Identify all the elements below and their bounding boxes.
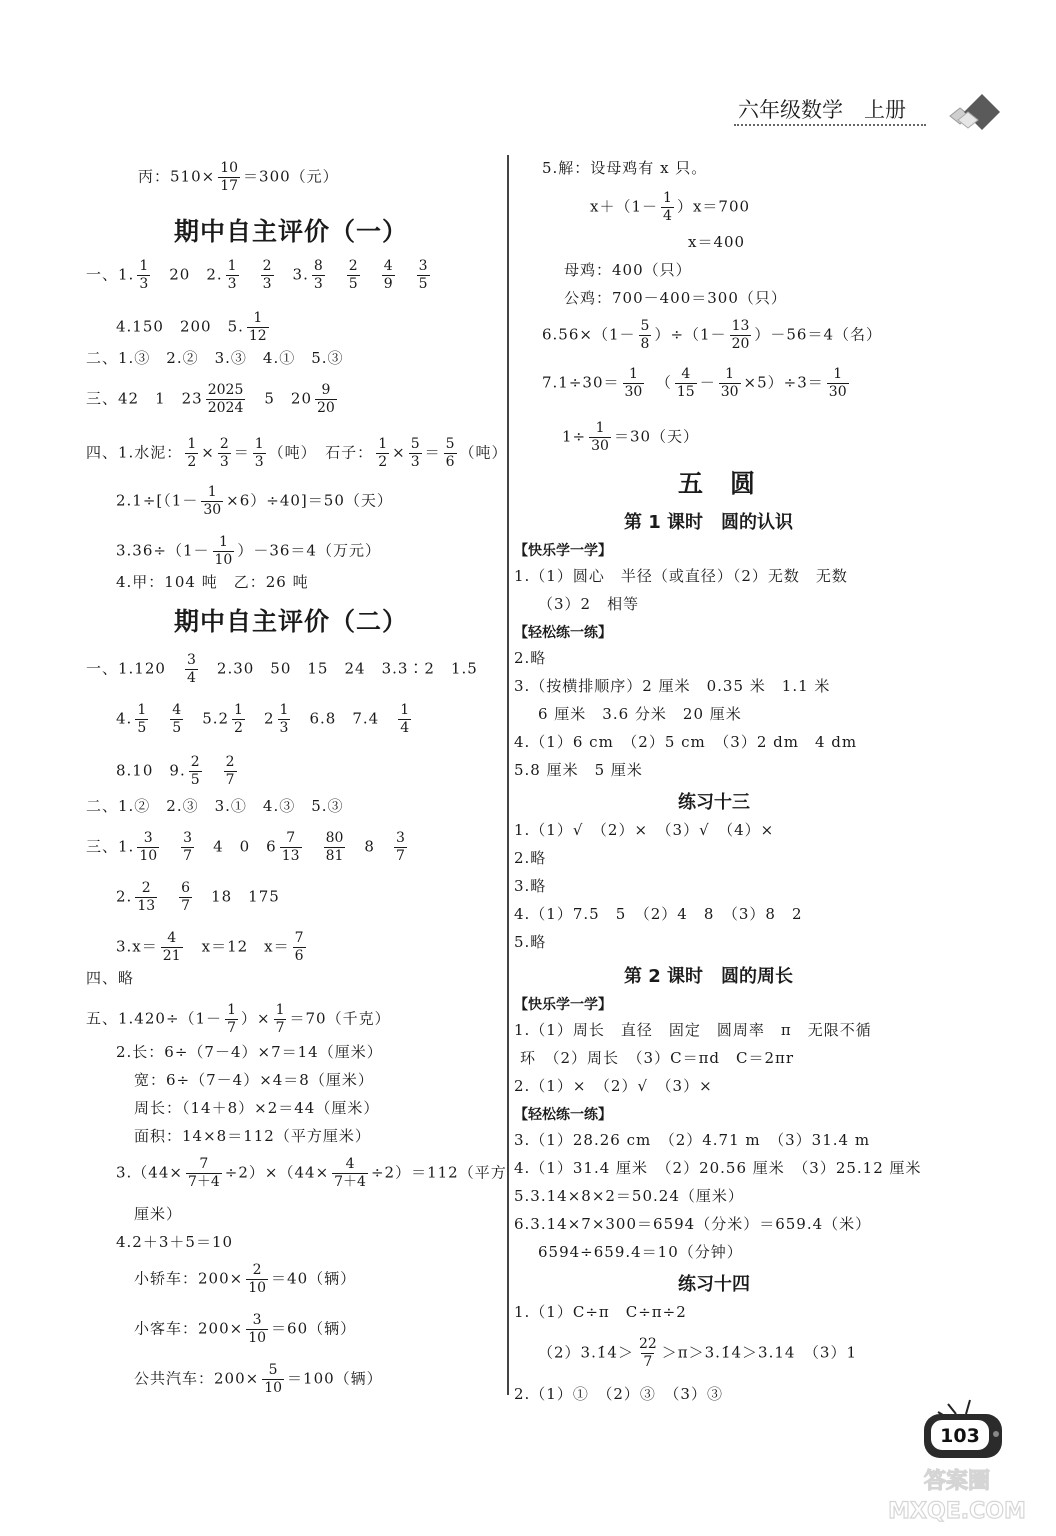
subsection-label: 【快乐学一学】	[514, 997, 612, 1013]
answer-line: 二、1.③ 2.② 3.③ 4.① 5.③	[86, 349, 344, 367]
answer-line: 2.略	[514, 849, 547, 867]
answer-line: （3）2 相等	[538, 595, 640, 613]
answer-line: 5.3.14×8×2＝50.24（厘米）	[514, 1187, 744, 1205]
answer-line: 1÷ $\frac{1}{30}$ ＝30（天）	[562, 420, 700, 454]
answer-line: 3.（1）28.26 cm （2）4.71 m （3）31.4 m	[514, 1131, 871, 1149]
answer-line: 5.8 厘米 5 厘米	[514, 761, 643, 779]
answer-line: 四、1.水泥： $\frac{1}{2}$ × $\frac{2}{3}$ ＝ $\frac{1}{3}$ （吨） 石子： $\frac{1}{2}$ × $\frac{5}{3}$ ＝ $\frac{5}{6}$ （吨）	[86, 436, 508, 470]
answer-line: 3.x＝ $\frac{4}{21}$ x＝12 x＝ $\frac{7}{6}$	[116, 930, 304, 964]
watermark-logo	[872, 1458, 1042, 1528]
answer-line: 3.（44× $\frac{7}{7+4}$ ÷2）×（44× $\frac{4}{7+4}$ ÷2）＝112（平方	[116, 1156, 507, 1190]
diamond-decoration-icon	[930, 86, 1010, 146]
answer-line: 6.56×（1－ $\frac{5}{8}$ ）÷（1－ $\frac{13}{20}$ ）－56＝4（名）	[542, 318, 883, 352]
answer-line: 小客车：200× $\frac{3}{10}$ ＝60（辆）	[134, 1312, 357, 1346]
answer-line: 2.1÷[（1－ $\frac{1}{30}$ ×6）÷40]＝50（天）	[116, 484, 393, 518]
subsection-label: 【轻松练一练】	[514, 625, 612, 641]
answer-line: 二、1.② 2.③ 3.① 4.③ 5.③	[86, 797, 344, 815]
answer-line: 宽：6÷（7－4）×4＝8（厘米）	[134, 1071, 374, 1089]
svg-text:答案圈: 答案圈	[923, 1469, 991, 1494]
lesson-title: 第 2 课时 圆的周长	[624, 966, 794, 987]
answer-line: 5.略	[514, 933, 547, 951]
answer-line: 7.1÷30＝ $\frac{1}{30}$ （ $\frac{4}{15}$ － $\frac{1}{30}$ ×5）÷3＝ $\frac{1}{30}$	[542, 366, 847, 400]
subsection-label: 【快乐学一学】	[514, 543, 612, 559]
answer-line: 8.10 9. $\frac{2}{5}$ $\frac{2}{7}$	[116, 754, 235, 788]
answer-line: 公共汽车：200× $\frac{5}{10}$ ＝100（辆）	[134, 1362, 383, 1396]
answer-line: 4.（1）6 cm （2）5 cm （3）2 dm 4 dm	[514, 733, 858, 751]
answer-line: 三、42 1 23 $\frac{2025}{2024}$ 5 20 $\frac{9}{20}$	[86, 382, 335, 416]
answer-line: x＋（1－ $\frac{1}{4}$ ）x＝700	[590, 190, 751, 224]
answer-line: 5.解：设母鸡有 x 只。	[542, 159, 708, 177]
answer-line: （2）3.1̇4̇＞ $\frac{22}{7}$ ＞π＞3.1̇4̇＞3.14 （3）1	[538, 1336, 858, 1370]
page-number-badge-icon	[918, 1392, 1008, 1462]
answer-line: 小轿车：200× $\frac{2}{10}$ ＝40（辆）	[134, 1262, 357, 1296]
answer-line: 1.（1）周长 直径 固定 圆周率 π 无限不循	[514, 1021, 872, 1039]
answer-line: 4.150 200 5. $\frac{1}{12}$	[116, 310, 267, 344]
lesson-title: 第 1 课时 圆的认识	[624, 512, 794, 533]
answer-line: 4.甲：104 吨 乙：26 吨	[116, 573, 309, 591]
answer-line: 2.（1）① （2）③ （3）③	[514, 1385, 723, 1403]
subsection-label: 【轻松练一练】	[514, 1107, 612, 1123]
answer-line: 1.（1）C÷π C÷π÷2	[514, 1303, 687, 1321]
answer-line: 4.2＋3＋5＝10	[116, 1233, 234, 1251]
answer-line: 丙：510× $\frac{10}{17}$ ＝300（元）	[138, 160, 339, 194]
answer-line: 1.（1）√ （2）× （3）√ （4）×	[514, 821, 775, 839]
answer-line: 3.（按横排顺序）2 厘米 0.35 米 1.1 米	[514, 677, 831, 695]
section-title: 期中自主评价（一）	[174, 217, 409, 246]
answer-line: 环 （2）周长 （3）C＝πd C＝2πr	[520, 1049, 795, 1067]
answer-line: 6 厘米 3.6 分米 20 厘米	[538, 705, 742, 723]
answer-line: 4.（1）31.4 厘米 （2）20.56 厘米 （3）25.12 厘米	[514, 1159, 922, 1177]
answer-line: 3.略	[514, 877, 547, 895]
answer-line: 6.3.14×7×300＝6594（分米）＝659.4（米）	[514, 1215, 872, 1233]
answer-line: 厘米）	[134, 1205, 183, 1223]
answer-line: 三、1. $\frac{3}{10}$ $\frac{3}{7}$ 4 0 6 $\frac{7}{13}$ $\frac{80}{81}$ 8 $\frac{3}{7}$	[86, 830, 405, 864]
answer-line: 4. $\frac{1}{5}$ $\frac{4}{5}$ 5.2 $\frac{1}{2}$ 2 $\frac{1}{3}$ 6.8 7.4 $\frac{1}{4}$	[116, 702, 410, 736]
answer-line: 2.（1）× （2）√ （3）×	[514, 1077, 713, 1095]
column-divider	[507, 155, 509, 1395]
answer-line: 面积：14×8＝112（平方厘米）	[134, 1127, 371, 1145]
lesson-title: 练习十三	[678, 792, 750, 813]
lesson-title: 练习十四	[678, 1274, 750, 1295]
answer-line: 6594÷659.4＝10（分钟）	[538, 1243, 743, 1261]
answer-line: 母鸡：400（只）	[564, 261, 692, 279]
answer-line: 3.36÷（1－ $\frac{1}{10}$ ）－36＝4（万元）	[116, 534, 381, 568]
answer-line: 1.（1）圆心 半径（或直径）（2）无数 无数	[514, 567, 848, 585]
answer-line: 2.长：6÷（7－4）×7＝14（厘米）	[116, 1043, 383, 1061]
answer-line: 四、略	[86, 969, 135, 987]
answer-line: 2.略	[514, 649, 547, 667]
answer-line: 周长：（14＋8）×2＝44（厘米）	[134, 1099, 380, 1117]
unit-title: 五 圆	[678, 469, 757, 498]
answer-line: 一、1.120 $\frac{3}{4}$ 2.30 50 15 24 3.3∶2 1.5	[86, 652, 478, 686]
answer-line: 公鸡：700－400＝300（只）	[564, 289, 787, 307]
answer-line: 4.（1）7.5 5 （2）4 8 （3）8 2	[514, 905, 803, 923]
watermark-text: MXQE.COM	[888, 1499, 1026, 1524]
section-title: 期中自主评价（二）	[174, 607, 409, 636]
answer-line: 一、1. $\frac{1}{3}$ 20 2. $\frac{1}{3}$ $\frac{2}{3}$ 3. $\frac{8}{3}$ $\frac{2}{5}$ $\frac{4}{9}$ $\frac{3}{5}$	[86, 258, 428, 292]
answer-line: 2. $\frac{2}{13}$ $\frac{6}{7}$ 18 175	[116, 880, 280, 914]
page-number: 103	[940, 1425, 980, 1447]
header-rule	[734, 124, 926, 126]
answer-line: 五、1.420÷（1－ $\frac{1}{7}$ ）× $\frac{1}{7}$ ＝70（千克）	[86, 1002, 391, 1036]
header-title: 六年级数学 上册	[738, 98, 906, 122]
answer-line: x＝400	[688, 233, 746, 251]
